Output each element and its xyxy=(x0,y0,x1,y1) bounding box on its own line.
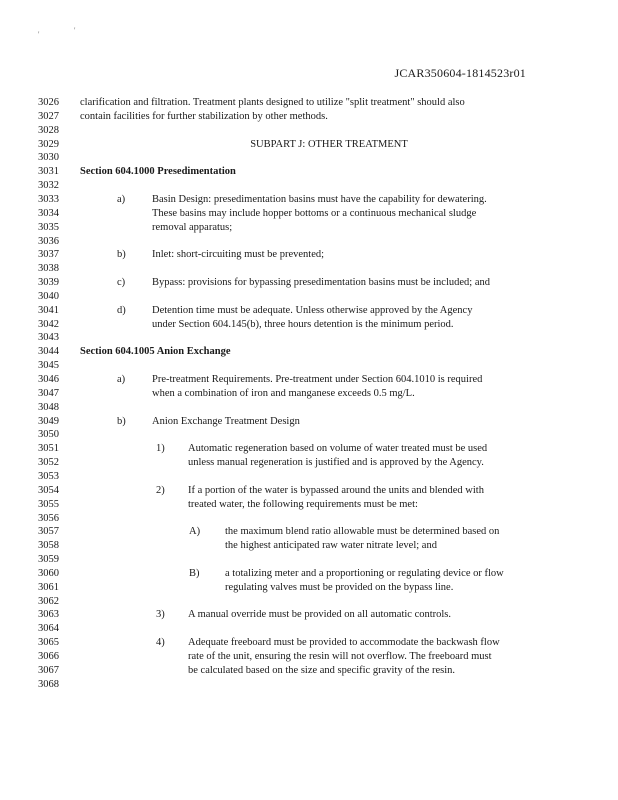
line-number: 3064 xyxy=(38,623,59,635)
document-line xyxy=(0,319,618,332)
document-line xyxy=(0,388,618,401)
line-number: 3040 xyxy=(38,290,59,302)
line-text: If a portion of the water is bypassed around the units and blended with xyxy=(188,484,484,496)
line-number: 3065 xyxy=(38,637,59,649)
line-number: 3050 xyxy=(38,429,59,441)
item-label: b) xyxy=(117,249,126,261)
line-text: removal apparatus; xyxy=(152,221,233,233)
document-line xyxy=(0,471,618,484)
document-line xyxy=(0,416,618,429)
document-line xyxy=(0,429,618,442)
line-text: regulating valves must be provided on the bypass line. xyxy=(225,581,454,593)
subpart-heading: SUBPART J: OTHER TREATMENT xyxy=(250,138,408,150)
line-number: 3036 xyxy=(38,235,59,247)
item-label: a) xyxy=(117,193,126,205)
line-text: under Section 604.145(b), three hours detention is the minimum period. xyxy=(152,318,454,330)
document-line xyxy=(0,665,618,678)
document-line xyxy=(0,513,618,526)
document-line xyxy=(0,554,618,567)
document-line xyxy=(0,568,618,581)
document-line xyxy=(0,111,618,124)
line-number: 3067 xyxy=(38,664,59,676)
line-text: Basin Design: presedimentation basins must have the capability for dewatering. xyxy=(152,193,487,205)
line-number: 3058 xyxy=(38,540,59,552)
document-line xyxy=(0,97,618,110)
line-text: treated water, the following requirements must be met: xyxy=(188,498,418,510)
document-line xyxy=(0,679,618,692)
item-label: b) xyxy=(117,415,126,427)
section-heading: Section 604.1000 Presedimentation xyxy=(80,166,236,178)
document-line xyxy=(0,139,618,152)
line-text: Adequate freeboard must be provided to accommodate the backwash flow xyxy=(188,637,500,649)
document-line xyxy=(0,291,618,304)
line-number: 3056 xyxy=(38,512,59,524)
line-number: 3045 xyxy=(38,360,59,372)
document-line xyxy=(0,582,618,595)
line-text: the maximum blend ratio allowable must be determined based on xyxy=(225,526,500,538)
document-line xyxy=(0,360,618,373)
line-number: 3059 xyxy=(38,554,59,566)
document-line xyxy=(0,402,618,415)
line-number: 3049 xyxy=(38,415,59,427)
scan-speck: ' xyxy=(38,30,40,39)
line-number: 3048 xyxy=(38,401,59,413)
line-number: 3052 xyxy=(38,457,59,469)
document-line xyxy=(0,374,618,387)
scan-speck: ' xyxy=(74,26,76,35)
line-text: Anion Exchange Treatment Design xyxy=(152,415,300,427)
line-number: 3026 xyxy=(38,97,59,108)
item-label: 3) xyxy=(156,609,165,621)
document-line xyxy=(0,540,618,553)
line-text: unless manual regeneration is justified and is approved by the Agency. xyxy=(188,457,484,469)
line-number: 3063 xyxy=(38,609,59,621)
line-text: Inlet: short-circuiting must be prevented; xyxy=(152,249,325,261)
document-line xyxy=(0,623,618,636)
item-label: a) xyxy=(117,374,126,385)
line-number: 3033 xyxy=(38,193,59,205)
line-number: 3068 xyxy=(38,678,59,690)
document-line xyxy=(0,125,618,138)
document-line xyxy=(0,194,618,207)
document-line xyxy=(0,152,618,165)
document-line xyxy=(0,263,618,276)
section-heading: Section 604.1005 Anion Exchange xyxy=(80,346,231,358)
item-label: 1) xyxy=(156,443,165,455)
line-number: 3031 xyxy=(38,166,59,178)
item-label: 4) xyxy=(156,637,165,649)
line-number: 3043 xyxy=(38,332,59,344)
item-label: d) xyxy=(117,304,126,316)
line-number: 3030 xyxy=(38,152,59,164)
line-number: 3042 xyxy=(38,318,59,330)
line-number: 3062 xyxy=(38,595,59,607)
document-line xyxy=(0,499,618,512)
item-label: A) xyxy=(189,526,201,538)
document-line xyxy=(0,485,618,498)
line-text: a totalizing meter and a proportioning or regulating device or flow xyxy=(225,567,504,579)
line-text: rate of the unit, ensuring the resin will not overflow. The freeboard must xyxy=(188,651,492,662)
document-line xyxy=(0,305,618,318)
line-text: Pre-treatment Requirements. Pre-treatment under Section 604.1010 is required xyxy=(152,374,483,385)
document-line xyxy=(0,596,618,609)
line-number: 3029 xyxy=(38,138,59,150)
line-number: 3055 xyxy=(38,498,59,510)
document-line xyxy=(0,346,618,359)
document-line xyxy=(0,637,618,650)
line-number: 3053 xyxy=(38,470,59,482)
line-number: 3057 xyxy=(38,526,59,538)
line-number: 3038 xyxy=(38,263,59,275)
line-text: These basins may include hopper bottoms or a continuous mechanical sludge xyxy=(152,207,477,219)
document-line xyxy=(0,443,618,456)
line-text: Bypass: provisions for bypassing presedimentation basins must be included; and xyxy=(152,277,490,289)
line-text: the highest anticipated raw water nitrate level; and xyxy=(225,540,437,552)
line-number: 3047 xyxy=(38,387,59,399)
line-number: 3032 xyxy=(38,180,59,192)
item-label: B) xyxy=(189,567,200,579)
line-number: 3028 xyxy=(38,124,59,136)
line-text: contain facilities for further stabilization by other methods. xyxy=(80,110,328,122)
line-number: 3034 xyxy=(38,207,59,219)
document-line xyxy=(0,249,618,262)
document-line xyxy=(0,651,618,664)
line-text: Automatic regeneration based on volume of water treated must be used xyxy=(188,443,488,455)
line-number: 3035 xyxy=(38,221,59,233)
document-line xyxy=(0,222,618,235)
document-line xyxy=(0,166,618,179)
document-line xyxy=(0,180,618,193)
line-number: 3051 xyxy=(38,443,59,455)
line-number: 3037 xyxy=(38,249,59,261)
document-line xyxy=(0,236,618,249)
line-number: 3041 xyxy=(38,304,59,316)
document-line xyxy=(0,208,618,221)
line-text: when a combination of iron and manganese exceeds 0.5 mg/L. xyxy=(152,387,415,399)
document-line xyxy=(0,609,618,622)
document-line xyxy=(0,277,618,290)
line-number: 3027 xyxy=(38,110,59,122)
line-text: clarification and filtration. Treatment plants designed to utilize "split treatment" should also xyxy=(80,97,465,108)
line-text: be calculated based on the size and specific gravity of the resin. xyxy=(188,664,456,676)
line-number: 3054 xyxy=(38,484,59,496)
document-id: JCAR350604-1814523r01 xyxy=(394,66,526,80)
line-number: 3066 xyxy=(38,651,59,662)
document-line xyxy=(0,457,618,470)
line-number: 3044 xyxy=(38,346,59,358)
item-label: 2) xyxy=(156,484,165,496)
line-text: A manual override must be provided on all automatic controls. xyxy=(188,609,452,621)
item-label: c) xyxy=(117,277,126,289)
line-number: 3061 xyxy=(38,581,59,593)
line-number: 3060 xyxy=(38,567,59,579)
document-line xyxy=(0,526,618,539)
line-number: 3046 xyxy=(38,374,59,385)
line-text: Detention time must be adequate. Unless otherwise approved by the Agency xyxy=(152,304,473,316)
line-number: 3039 xyxy=(38,277,59,289)
document-line xyxy=(0,332,618,345)
